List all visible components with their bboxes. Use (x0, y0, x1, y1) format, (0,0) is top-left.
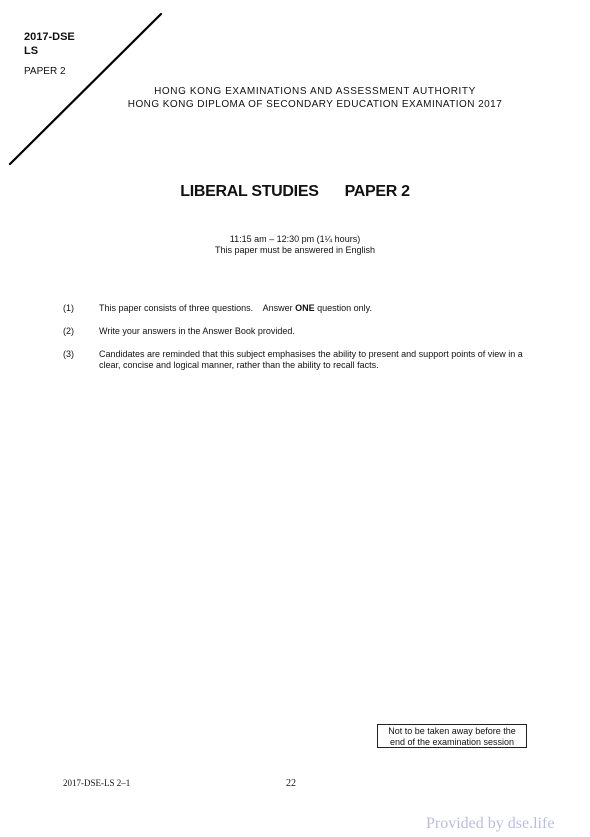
notice-box (377, 724, 527, 748)
notice-line: end of the examination session (389, 736, 515, 747)
exam-time: 11:15 am – 12:30 pm (1¼ hours) (229, 234, 361, 244)
subject-code: LS (24, 45, 39, 57)
instruction-text: Candidates are reminded that this subject emphasises the ability to present and support points of view in a clear, concise and logical manner, rather than the ability to recall facts. (99, 349, 523, 370)
examination-name: HONG KONG DIPLOMA OF SECONDARY EDUCATION EXAMINATION 2017 (127, 99, 503, 110)
instruction-number: (2) (63, 326, 74, 336)
instruction-text-part: question only. (314, 303, 372, 313)
authority-name: HONG KONG EXAMINATIONS AND ASSESSMENT AUTHORITY (154, 86, 476, 97)
title-paper: PAPER 2 (344, 183, 410, 200)
instruction-text: Write your answers in the Answer Book provided. (99, 326, 295, 336)
watermark: Provided by dse.life (426, 815, 555, 832)
exam-code: 2017-DSE (24, 31, 75, 43)
page-number: 22 (286, 778, 296, 789)
instruction-emphasis: ONE (295, 303, 315, 313)
paper-label: PAPER 2 (24, 66, 66, 77)
instruction-number: (3) (63, 349, 74, 359)
instruction-text-part: This paper consists of three questions. Answer (99, 303, 296, 313)
title-subject: LIBERAL STUDIES (180, 183, 319, 200)
notice-line: Not to be taken away before the (388, 726, 516, 736)
language-note: This paper must be answered in English (214, 245, 376, 255)
page-title (0, 182, 590, 202)
instruction-text (99, 303, 531, 314)
footer-paper-code: 2017-DSE-LS 2–1 (63, 778, 131, 788)
instruction-number: (1) (63, 303, 74, 313)
